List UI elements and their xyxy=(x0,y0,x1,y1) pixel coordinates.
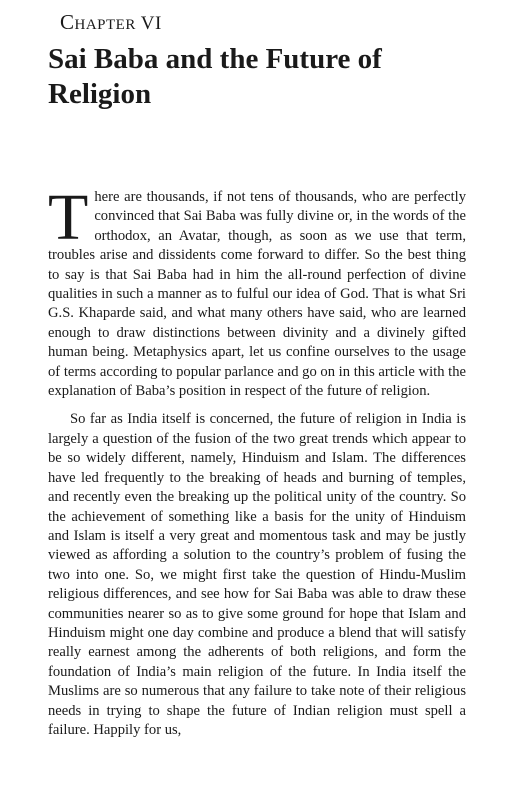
paragraph-1 xyxy=(48,181,466,401)
chapter-label-word: HAPTER xyxy=(74,17,136,33)
chapter-body xyxy=(48,181,466,740)
paragraph-2: So far as India itself is concerned, the future of religion in India is largely a question of the fusion of the two great trends which appear to be so widely different, namely, Hinduism and Islam. The differences have led frequently to the breaking of heads and burning of temples, and recently even the breaking up the political unity of the country. So the achievement of something like a basis for the unity of Hinduism and Islam is itself a very great and momentous task and may be justly viewed as affording a solution to the country’s problem of fusing the two into one. So, we might first take the question of Hindu-Muslim religious differences, and see how for Sai Baba was able to draw these communities nearer so as to give some ground for hope that Islam and Hinduism might one day combine and produce a blend that will satisfy really earnest among the adherents of both religions, and form the foundation of India’s main religion of the future. In India itself the Muslims are so numerous that any failure to take note of their religious needs in trying to shape the future of Indian religion must spell a failure. Happily for us, xyxy=(48,411,466,738)
drop-cap: T xyxy=(48,181,89,254)
chapter-label-initial: C xyxy=(60,10,75,34)
chapter-title: Sai Baba and the Future of Religion xyxy=(48,43,382,110)
paragraph-1-text: here are thousands, if not tens of thousands, who are perfectly convinced that Sai Baba was fully divine or, in the words of the orthodox, an Avatar, though, as soon as we use that term, troubles arise and dissidents come forward to differ. So the best thing to say is that Sai Baba had in him the all-round perfection of divine qualities in such a manner as to fulful our idea of God. That is what Sri G.S. Khaparde said, and what many others have said, who are learned enough to draw distinctions between divinity and a divinely gifted human being. Metaphysics apart, let us confine ourselves to the usage of terms according to popular parlance and go on in this article with the explanation of Baba’s position in respect of the future of religion. xyxy=(48,189,466,400)
chapter-label xyxy=(60,10,162,35)
chapter-number: VI xyxy=(140,13,162,34)
